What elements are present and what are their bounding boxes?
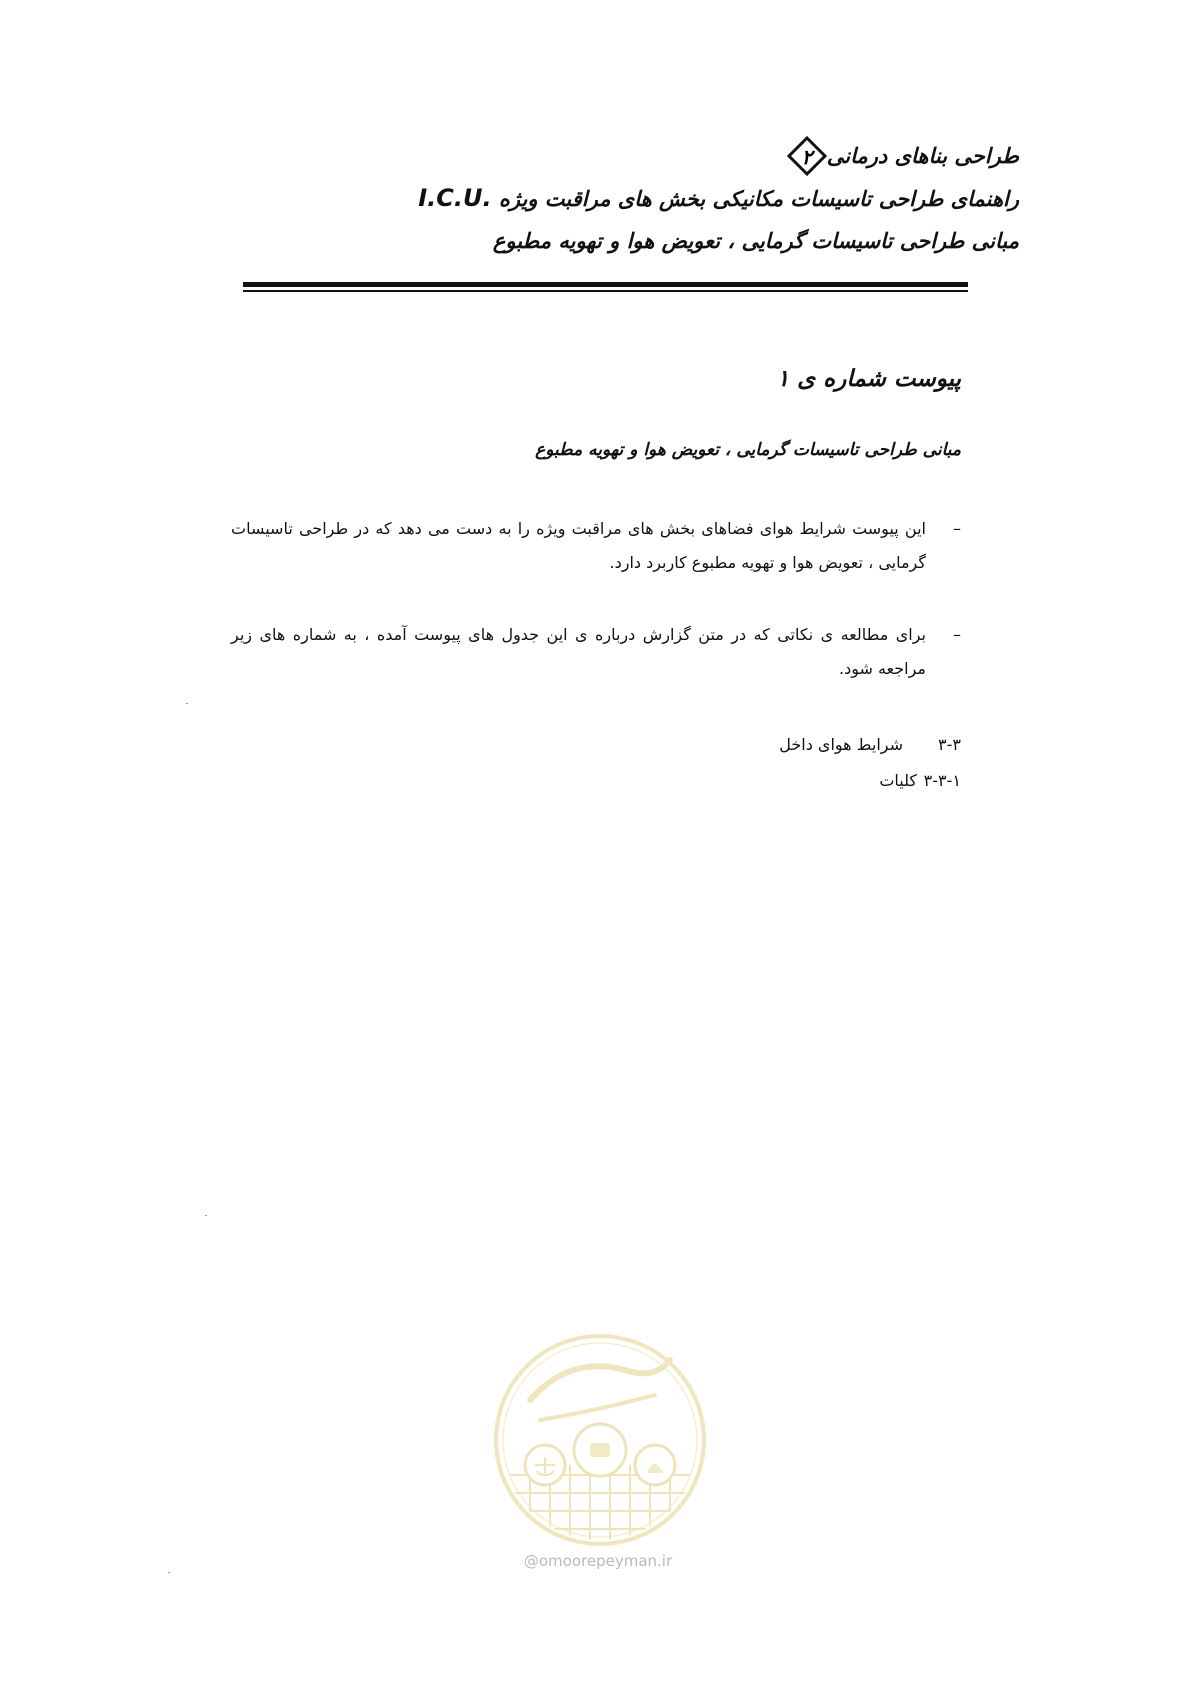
bullet-item	[231, 512, 961, 580]
watermark-logo-icon	[490, 1325, 710, 1575]
bullet-item	[231, 618, 961, 686]
appendix-subtitle: مبانی طراحی تاسیسات گرمایی ، تعویض هوا و تهویه مطبوع	[535, 440, 961, 460]
bullet-marker: –	[953, 625, 961, 644]
guide-code: I.C.U.	[418, 184, 492, 212]
bullet-text: این پیوست شرایط هوای فضاهای بخش های مراقبت ویژه را به دست می دهد که در طراحی تاسیسات گرمایی ، تعویض هوا و تهویه مطبوع کاربرد دارد.	[231, 519, 926, 572]
reference-number: ۳-۳-۱	[923, 771, 961, 790]
scan-speck	[205, 1215, 207, 1216]
guide-title-row	[259, 177, 1019, 220]
reference-label: شرایط هوای داخل	[779, 735, 903, 754]
reference-item	[779, 763, 961, 799]
reference-label: کلیات	[879, 771, 917, 790]
book-title: طراحی بناهای درمانی	[826, 143, 1019, 168]
bullet-text: برای مطالعه ی نکاتی که در متن گزارش درباره ی این جدول های پیوست آمده ، به شماره های زیر مراجعه شود.	[231, 625, 926, 678]
volume-number: ۲	[801, 145, 813, 169]
section-title: مبانی طراحی تاسیسات گرمایی ، تعویض هوا و تهویه مطبوع	[492, 228, 1019, 253]
bullet-marker: –	[953, 519, 961, 538]
scan-speck	[186, 703, 188, 704]
header-rule-thick	[243, 282, 968, 287]
reference-number: ۳-۳	[938, 735, 961, 754]
scan-speck	[168, 1572, 170, 1573]
section-reference-list	[779, 727, 961, 799]
reference-item	[779, 727, 961, 763]
guide-title: راهنمای طراحی تاسیسات مکانیکی بخش های مراقبت ویژه	[498, 186, 1019, 211]
book-title-row	[259, 135, 1019, 177]
volume-badge-icon	[787, 136, 827, 176]
header-rule-thin	[243, 290, 968, 292]
document-header	[259, 135, 1019, 262]
appendix-title: پیوست شماره ی ۱	[776, 365, 961, 392]
watermark-url: @omoorepeyman.ir	[523, 1552, 673, 1570]
